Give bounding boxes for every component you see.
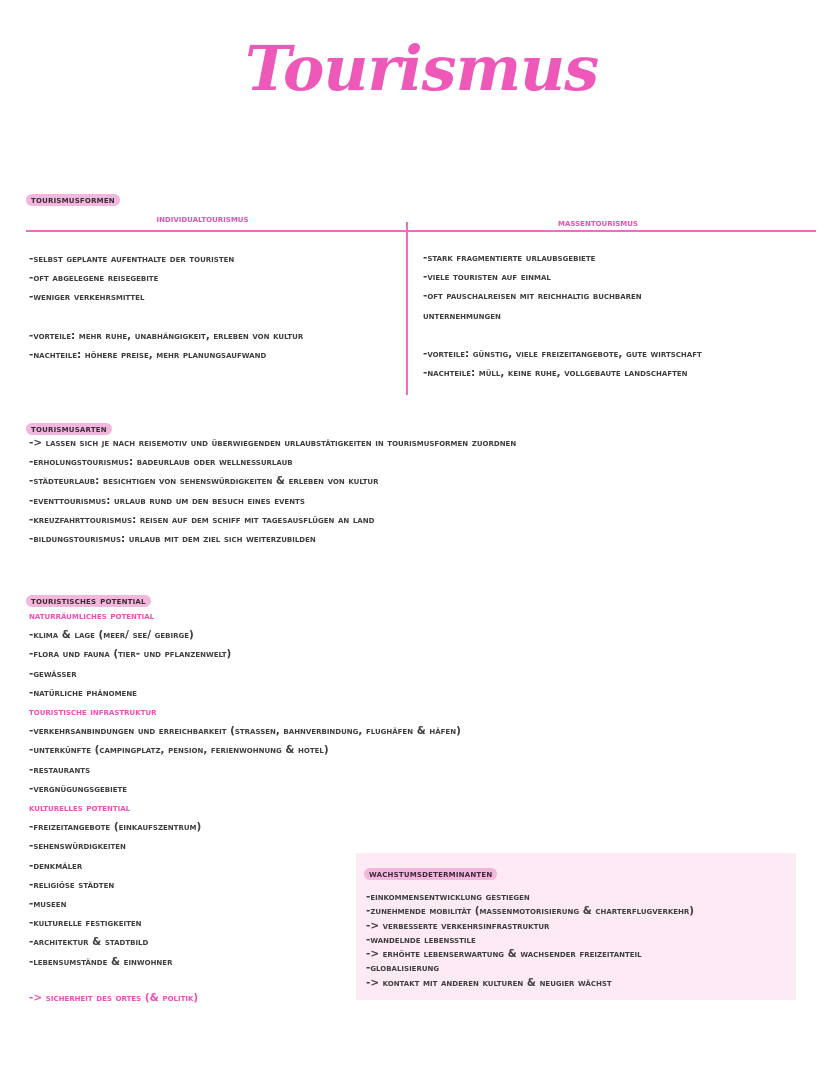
potential-heading: touristisches potential: [26, 589, 151, 608]
list-item: -nachteile: höhere preise, mehr planungsaufwand: [29, 349, 267, 362]
list-item: -einkommensentwicklung gestiegen: [366, 891, 530, 903]
list-item: -religiöse städten: [29, 878, 115, 891]
list-item: -städteurlaub: besichtigen von sehenswürdigkeiten & erleben von kultur: [29, 475, 379, 488]
list-item: -selbst geplante aufenthalte der touristen: [29, 253, 235, 265]
naturraeumliches-potential-label: naturräumliches potential: [29, 610, 155, 622]
list-item: -freizeitangebote (einkaufszentrum): [29, 821, 202, 834]
list-item: -> kontakt mit anderen kulturen & neugier wächst: [366, 976, 612, 989]
list-item: -wandelnde lebensstile: [366, 933, 476, 946]
list-item: -kulturelle festigkeiten: [29, 917, 142, 930]
list-item: -lebensumstände & einwohner: [29, 955, 173, 968]
list-item: -vergnügungsgebiete: [29, 782, 128, 795]
kulturelles-potential-label: kulturelles potential: [29, 802, 131, 815]
list-item: -restaurants: [29, 763, 91, 776]
list-item: -gewässer: [29, 667, 77, 680]
list-item: -> lassen sich je nach reisemotiv und überwiegenden urlaubstätigkeiten in tourismusformen zuordnen: [29, 437, 517, 449]
list-item: -kreuzfahrttourismus: reisen auf dem schiff mit tagesausflügen an land: [29, 513, 375, 526]
individualtourismus-list: [29, 250, 303, 365]
list-item: -museen: [29, 898, 67, 911]
list-item: -klima & lage (meer/ see/ gebirge): [29, 629, 194, 642]
list-item: -> erhöhte lebenserwartung & wachsender freizeitanteil: [366, 948, 642, 961]
page-title: Tourismus: [245, 32, 599, 105]
list-item: -vorteile: mehr ruhe, unabhängigkeit, erleben von kultur: [29, 329, 304, 342]
massentourismus-label: massentourismus: [558, 217, 638, 229]
list-item: -oft abgelegene reisegebite: [29, 272, 159, 285]
tourismusformen-heading: tourismusformen: [26, 188, 120, 207]
list-item: -zunehmende mobilität (massenmotorisierung & charterflugverkehr): [366, 905, 695, 918]
tourismusarten-list: [29, 434, 516, 549]
list-item: -eventtourismus: urlaub rund um den besuch eines events: [29, 494, 305, 507]
list-item: -natürliche phänomene: [29, 686, 137, 699]
list-item: unternehmungen: [423, 309, 501, 322]
massentourismus-list: [423, 249, 702, 383]
list-item: -erholungstourismus: badeurlaub oder wellnessurlaub: [29, 456, 293, 469]
list-item: -sehenswürdigkeiten: [29, 840, 126, 853]
list-item: -stark fragmentierte urlaubsgebiete: [423, 252, 596, 264]
list-item: -oft pauschalreisen mit reichhaltig buchbaren: [423, 290, 642, 303]
list-item: -globalisierung: [366, 962, 440, 975]
table-header-rule-right: [408, 230, 816, 232]
list-item: [29, 308, 303, 327]
wachstumsdeterminanten-box: [356, 853, 796, 1000]
list-item: -bildungstourismus: urlaub mit dem ziel sich weiterzubilden: [29, 533, 316, 546]
list-item: [423, 326, 702, 345]
individualtourismus-label: individualtourismus: [156, 213, 249, 225]
wachstumsdeterminanten-list: [366, 890, 694, 990]
table-header-rule-left: [26, 230, 406, 232]
list-item: -vorteile: günstig, viele freizeitangebote, gute wirtschaft: [423, 348, 702, 361]
sicherheit-note: -> sicherheit des ortes (& politik): [29, 992, 199, 1004]
list-item: -architektur & stadtbild: [29, 936, 149, 949]
touristische-infrastruktur-label: touristische infrastruktur: [29, 706, 157, 719]
list-item: -weniger verkehrsmittel: [29, 291, 145, 304]
table-column-divider: [406, 222, 408, 395]
list-item: -verkehrsanbindungen und erreichbarkeit (straßen, bahnverbindung, flughäfen & häfen): [29, 725, 461, 738]
list-item: -> verbesserte verkehrsinfrastruktur: [366, 919, 550, 932]
list-item: -viele touristen auf einmal: [423, 271, 551, 284]
list-item: -flora und fauna (tier- und pflanzenwelt): [29, 648, 232, 661]
list-item: -unterkünfte (campingplatz, pension, ferienwohnung & hotel): [29, 744, 329, 757]
tourismusarten-heading: tourismusarten: [26, 417, 112, 436]
list-item: -nachteile: müll, keine ruhe, vollgebaute landschaften: [423, 367, 688, 380]
list-item: -denkmäler: [29, 859, 83, 872]
wachstumsdeterminanten-heading: wachstumsdeterminanten: [364, 862, 497, 881]
